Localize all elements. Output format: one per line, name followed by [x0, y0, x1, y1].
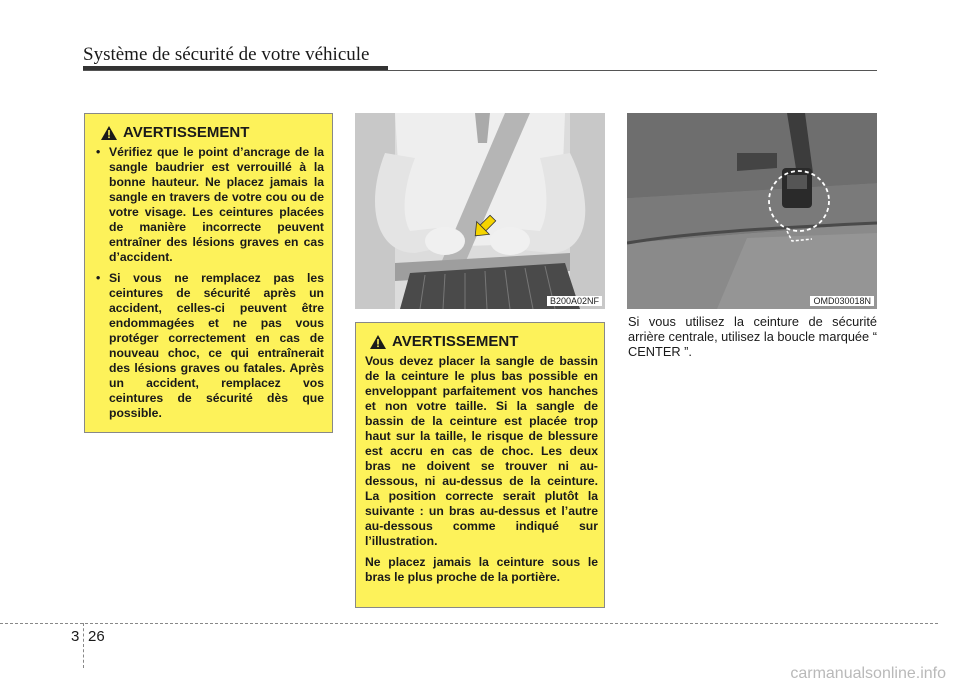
warning-2-body — [365, 354, 598, 585]
footer-vertical-rule — [83, 623, 84, 668]
page-number: 26 — [88, 628, 105, 645]
section-number: 3 — [71, 628, 80, 645]
page-header-title: Système de sécurité de votre véhicule — [83, 44, 370, 65]
figure-2-label: OMD030018N — [810, 296, 874, 306]
warning-2-paragraph: Ne placez jamais la ceinture sous le bras le plus proche de la portière. — [365, 555, 598, 584]
warning-2-header — [370, 333, 598, 350]
warning-1-list — [93, 145, 324, 421]
warning-1-header — [101, 124, 324, 141]
warning-1-bullet: • Vérifiez que le point d’ancrage de la sangle baudrier est verrouillé à la bonne hauteur. Ne placez jamais la sangle en travers de votre cou ou de votre visage. Les ceintures placées de manière incorrecte peuvent entraîner des lésions graves en cas d’accident. — [93, 145, 324, 265]
warning-triangle-icon — [370, 335, 386, 349]
center-buckle-illustration — [627, 113, 877, 309]
body-paragraph: Si vous utilisez la ceinture de sécurité arrière centrale, utilisez la boucle marquée “ CENTER ”. — [628, 314, 877, 359]
seatbelt-lap-illustration — [355, 113, 605, 309]
figure-1-label: B200A02NF — [547, 296, 602, 306]
warning-2-paragraph: Vous devez placer la sangle de bassin de la ceinture le plus bas possible en enveloppant parfaitement vos hanches et non votre taille. Si la sangle de bassin de la ceinture est placée trop haut sur la taille, le risque de blessure est accru en cas de choc. Les deux bras ne doivent se trouver ni au-dessous, ni au-dessus de la ceinture. La position correcte serait plutôt la suivante : un bras au-dessus et l’autre au-dessous comme indiqué sur l’illustration. — [365, 354, 598, 548]
seatbelt-lap-figure — [355, 113, 605, 309]
warning-1-bullet: • Si vous ne remplacez pas les ceintures de sécurité après un accident, celles-ci peuvent être endommagées et ne pas vous protéger correctement en cas de nouveau choc, ce qui entraînerait des lésions graves ou fatales. Après un accident, remplacez vos ceintures de sécurité dès que possible. — [93, 271, 324, 421]
warning-triangle-icon — [101, 126, 117, 140]
warning-box-2 — [355, 322, 605, 608]
header-rule — [83, 70, 877, 71]
warning-box-1 — [84, 113, 333, 433]
warning-2-title: AVERTISSEMENT — [392, 333, 519, 350]
footer-rule — [0, 623, 938, 624]
center-buckle-figure — [627, 113, 877, 309]
watermark: carmanualsonline.info — [790, 665, 946, 682]
warning-1-title: AVERTISSEMENT — [123, 124, 250, 141]
